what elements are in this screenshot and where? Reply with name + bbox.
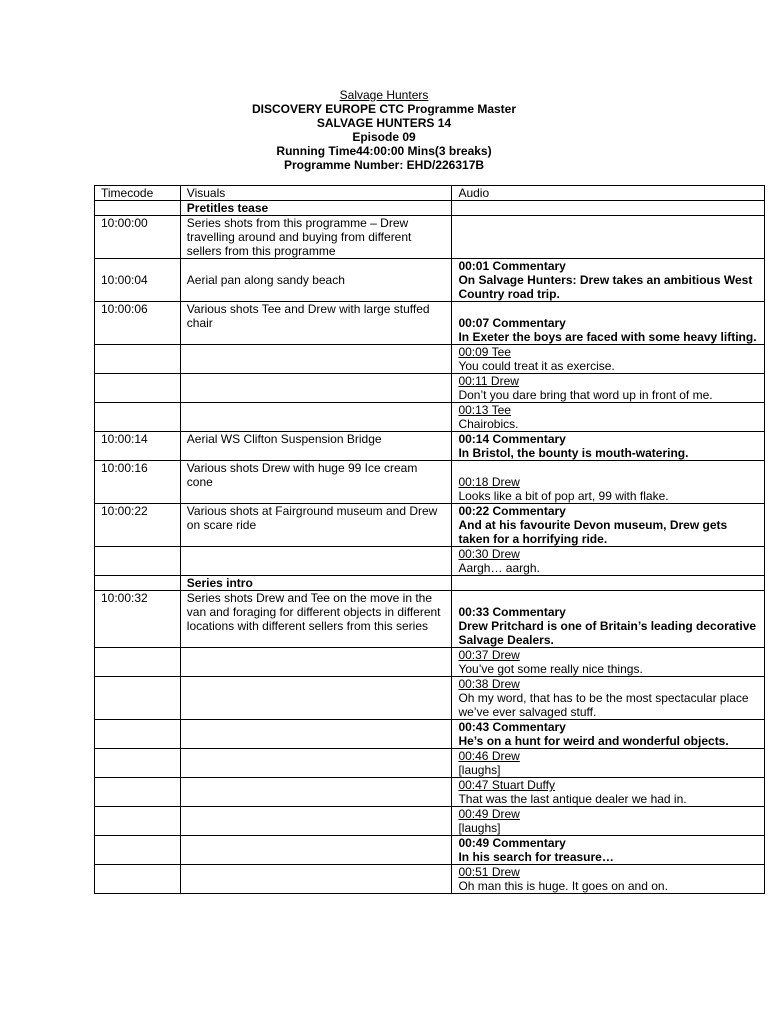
visuals-cell: Series shots from this programme – Drew travelling around and buying from different sellers from this programme	[180, 216, 452, 259]
visuals-cell	[180, 374, 452, 403]
audio-cell	[452, 720, 765, 749]
table-row	[95, 374, 765, 403]
visuals-cell: Various shots Drew with huge 99 Ice cream cone	[180, 461, 452, 504]
table-row	[95, 648, 765, 677]
visuals-cell	[180, 778, 452, 807]
table-row	[95, 403, 765, 432]
audio-text: [laughs]	[458, 821, 501, 835]
timecode-cell: 10:00:00	[95, 216, 181, 259]
audio-text: You’ve got some really nice things.	[458, 662, 643, 676]
audio-cell	[452, 432, 765, 461]
timecode-cell	[95, 749, 181, 778]
audio-cell	[452, 374, 765, 403]
timecode-cell: 10:00:14	[95, 432, 181, 461]
header-line-4: Running Time44:00:00 Mins(3 breaks)	[276, 144, 492, 158]
audio-text: Drew Pritchard is one of Britain’s leading decorative Salvage Dealers.	[458, 619, 757, 647]
audio-cue: 00:18 Drew	[458, 475, 520, 489]
audio-text: Chairobics.	[458, 417, 519, 431]
audio-cell	[452, 504, 765, 547]
visuals-cell	[180, 836, 452, 865]
audio-text: Oh man this is huge. It goes on and on.	[458, 879, 668, 893]
timecode-cell	[95, 547, 181, 576]
timecode-cell	[95, 836, 181, 865]
visuals-text: Aerial pan along sandy beach	[186, 273, 345, 287]
table-row	[95, 345, 765, 374]
audio-cell	[452, 259, 765, 302]
audio-text: In his search for treasure…	[458, 850, 614, 864]
timecode-cell: 10:00:06	[95, 302, 181, 345]
timecode-cell: 10:00:22	[95, 504, 181, 547]
table-row	[95, 865, 765, 894]
audio-text: Oh my word, that has to be the most spectacular place we’ve ever salvaged stuff.	[458, 691, 749, 719]
header-line-5: Programme Number: EHD/226317B	[283, 158, 485, 172]
audio-text: Aargh… aargh.	[458, 561, 540, 575]
audio-cell	[452, 648, 765, 677]
audio-cue: 00:09 Tee	[458, 345, 511, 359]
audio-cell	[452, 461, 765, 504]
table-row	[95, 259, 765, 302]
visuals-cell: Various shots at Fairground museum and Drew on scare ride	[180, 504, 452, 547]
audio-cue: 00:49 Commentary	[458, 836, 566, 850]
audio-cue: 00:38 Drew	[458, 677, 520, 691]
table-row	[95, 547, 765, 576]
timecode-cell: 10:00:32	[95, 591, 181, 648]
audio-cell	[452, 201, 765, 216]
table-row	[95, 720, 765, 749]
table-row	[95, 461, 765, 504]
col-header-visuals: Visuals	[180, 186, 452, 201]
audio-cell	[452, 302, 765, 345]
timecode-text: 10:00:04	[101, 273, 148, 287]
table-row	[95, 302, 765, 345]
timecode-cell	[95, 259, 181, 302]
audio-cue: 00:46 Drew	[458, 749, 520, 763]
audio-cue: 00:14 Commentary	[458, 432, 566, 446]
audio-cell	[452, 591, 765, 648]
table-row	[95, 432, 765, 461]
visuals-cell	[180, 677, 452, 720]
timecode-cell	[95, 865, 181, 894]
audio-cell	[452, 749, 765, 778]
table-row	[95, 201, 765, 216]
audio-cell	[452, 216, 765, 259]
audio-text: Looks like a bit of pop art, 99 with flake.	[458, 489, 669, 503]
audio-cell	[452, 865, 765, 894]
table-row	[95, 749, 765, 778]
audio-text: You could treat it as exercise.	[458, 359, 615, 373]
timecode-cell	[95, 807, 181, 836]
visuals-cell	[180, 547, 452, 576]
timecode-cell	[95, 648, 181, 677]
visuals-cell	[180, 403, 452, 432]
timecode-cell	[95, 374, 181, 403]
table-row	[95, 216, 765, 259]
header-line-1: DISCOVERY EUROPE CTC Programme Master	[251, 102, 517, 116]
audio-cue: 00:22 Commentary	[458, 504, 566, 518]
visuals-cell	[180, 259, 452, 302]
document-header	[0, 88, 768, 172]
audio-text: And at his favourite Devon museum, Drew gets taken for a horrifying ride.	[458, 518, 728, 546]
audio-cell	[452, 836, 765, 865]
audio-cell	[452, 576, 765, 591]
table-row	[95, 504, 765, 547]
script-table	[94, 185, 765, 894]
timecode-cell	[95, 201, 181, 216]
document-title: Salvage Hunters	[339, 88, 429, 102]
audio-cue: 00:13 Tee	[458, 403, 511, 417]
visuals-cell	[180, 865, 452, 894]
audio-cell	[452, 547, 765, 576]
timecode-cell: 10:00:16	[95, 461, 181, 504]
audio-cue: 00:30 Drew	[458, 547, 520, 561]
visuals-cell	[180, 807, 452, 836]
audio-cue: 00:47 Stuart Duffy	[458, 778, 555, 792]
visuals-cell	[180, 345, 452, 374]
section-heading: Series intro	[180, 576, 452, 591]
header-line-2: SALVAGE HUNTERS 14	[316, 116, 452, 130]
audio-cue: 00:49 Drew	[458, 807, 520, 821]
table-row	[95, 836, 765, 865]
audio-text: That was the last antique dealer we had in.	[458, 792, 687, 806]
audio-text: In Bristol, the bounty is mouth-watering.	[458, 446, 689, 460]
table-row	[95, 591, 765, 648]
timecode-cell	[95, 345, 181, 374]
table-row	[95, 778, 765, 807]
audio-cue: 00:51 Drew	[458, 865, 520, 879]
timecode-cell	[95, 403, 181, 432]
visuals-cell: Aerial WS Clifton Suspension Bridge	[180, 432, 452, 461]
col-header-timecode: Timecode	[95, 186, 181, 201]
audio-text: He’s on a hunt for weird and wonderful objects.	[458, 734, 729, 748]
audio-cue: 00:37 Drew	[458, 648, 520, 662]
section-heading: Pretitles tease	[180, 201, 452, 216]
visuals-cell	[180, 720, 452, 749]
audio-cell	[452, 345, 765, 374]
visuals-cell: Various shots Tee and Drew with large stuffed chair	[180, 302, 452, 345]
audio-cell	[452, 807, 765, 836]
table-header-row	[95, 186, 765, 201]
audio-cell	[452, 778, 765, 807]
timecode-cell	[95, 677, 181, 720]
visuals-cell	[180, 749, 452, 778]
audio-text: On Salvage Hunters: Drew takes an ambitious West Country road trip.	[458, 273, 753, 301]
audio-text: In Exeter the boys are faced with some heavy lifting.	[458, 330, 757, 344]
table-row	[95, 677, 765, 720]
audio-cue: 00:07 Commentary	[458, 316, 566, 330]
col-header-audio: Audio	[452, 186, 765, 201]
visuals-cell	[180, 648, 452, 677]
table-row	[95, 576, 765, 591]
table-row	[95, 807, 765, 836]
header-line-3: Episode 09	[352, 130, 416, 144]
audio-cue: 00:11 Drew	[458, 374, 519, 388]
audio-cue: 00:43 Commentary	[458, 720, 566, 734]
timecode-cell	[95, 576, 181, 591]
audio-cell	[452, 403, 765, 432]
visuals-cell: Series shots Drew and Tee on the move in the van and foraging for different objects in different locations with different sellers from this series	[180, 591, 452, 648]
audio-cue: 00:33 Commentary	[458, 605, 566, 619]
audio-text: [laughs]	[458, 763, 501, 777]
audio-cue: 00:01 Commentary	[458, 259, 566, 273]
audio-cell	[452, 677, 765, 720]
timecode-cell	[95, 720, 181, 749]
timecode-cell	[95, 778, 181, 807]
audio-text: Don’t you dare bring that word up in front of me.	[458, 388, 713, 402]
